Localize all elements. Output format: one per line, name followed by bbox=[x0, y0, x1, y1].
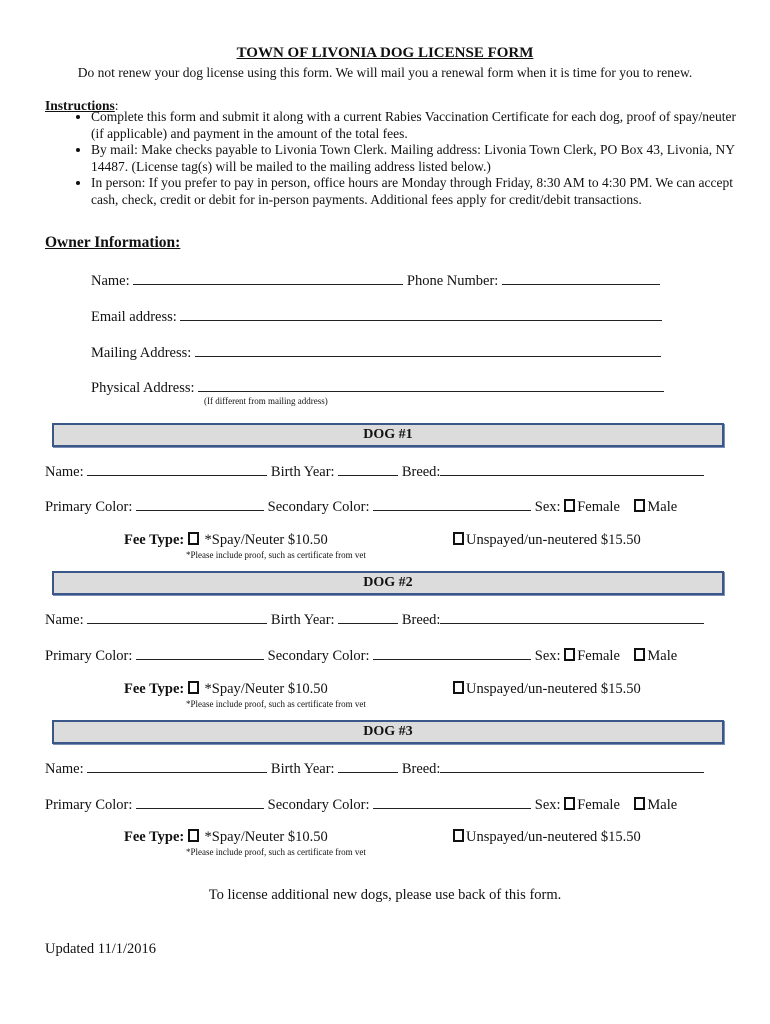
dog-3-female-checkbox[interactable] bbox=[564, 797, 575, 810]
dog-2-primary-color-label: Primary Color: bbox=[45, 648, 133, 664]
dog-1-spay-neuter-checkbox[interactable] bbox=[188, 532, 199, 545]
owner-name-field[interactable] bbox=[133, 270, 403, 285]
dog-1-unspayed-row bbox=[453, 532, 641, 549]
owner-name-row bbox=[91, 270, 660, 290]
owner-physical-row bbox=[91, 377, 664, 397]
dog-3-birth-year-label: Birth Year: bbox=[270, 761, 335, 777]
dog-3-female-label: Female bbox=[577, 797, 620, 813]
dog-3-name-field[interactable] bbox=[87, 758, 267, 773]
dog-3-male-label: Male bbox=[647, 797, 678, 813]
dog-2-female-label: Female bbox=[577, 648, 620, 664]
dog-3-sex-label: Sex: bbox=[534, 797, 561, 813]
dog-2-unspayed-checkbox[interactable] bbox=[453, 681, 464, 694]
dog-2-unspayed-option: Unspayed/un-neutered $15.50 bbox=[466, 681, 641, 697]
dog-3-spay-neuter-checkbox[interactable] bbox=[188, 829, 199, 842]
dog-1-heading: DOG #1 bbox=[52, 423, 724, 447]
dog-3-name-row bbox=[45, 758, 704, 778]
dog-2-breed-label: Breed: bbox=[401, 612, 441, 628]
owner-email-label: Email address: bbox=[91, 309, 177, 325]
dog-2-secondary-color-label: Secondary Color: bbox=[267, 648, 370, 664]
dog-1-fee-type-label: Fee Type: bbox=[124, 532, 185, 548]
dog-3-breed-field[interactable] bbox=[440, 758, 704, 773]
dog-1-secondary-color-field[interactable] bbox=[373, 496, 531, 511]
dog-2-female-checkbox[interactable] bbox=[564, 648, 575, 661]
dog-1-fee-row bbox=[124, 532, 328, 549]
dog-2-secondary-color-field[interactable] bbox=[373, 645, 531, 660]
owner-email-row bbox=[91, 306, 662, 326]
dog-2-sex-label: Sex: bbox=[534, 648, 561, 664]
owner-physical-label: Physical Address: bbox=[91, 380, 195, 396]
dog-3-male-checkbox[interactable] bbox=[634, 797, 645, 810]
dog-3-unspayed-checkbox[interactable] bbox=[453, 829, 464, 842]
dog-1-name-row bbox=[45, 461, 704, 481]
owner-information-heading: Owner Information: bbox=[45, 234, 181, 251]
dog-2-primary-color-field[interactable] bbox=[136, 645, 264, 660]
dog-1-secondary-color-label: Secondary Color: bbox=[267, 499, 370, 515]
dog-1-unspayed-checkbox[interactable] bbox=[453, 532, 464, 545]
dog-1-birth-year-label: Birth Year: bbox=[270, 464, 335, 480]
owner-mailing-label: Mailing Address: bbox=[91, 345, 192, 361]
dog-3-spay-neuter-option: *Spay/Neuter $10.50 bbox=[204, 829, 328, 845]
dog-3-birth-year-field[interactable] bbox=[338, 758, 398, 773]
dog-2-fee-type-label: Fee Type: bbox=[124, 681, 185, 697]
dog-1-breed-field[interactable] bbox=[440, 461, 704, 476]
dog-1-birth-year-field[interactable] bbox=[338, 461, 398, 476]
dog-2-male-checkbox[interactable] bbox=[634, 648, 645, 661]
dog-3-unspayed-row bbox=[453, 829, 641, 846]
form-title: TOWN OF LIVONIA DOG LICENSE FORM bbox=[236, 45, 534, 61]
dog-1-primary-color-field[interactable] bbox=[136, 496, 264, 511]
owner-phone-field[interactable] bbox=[502, 270, 660, 285]
dog-3-primary-color-field[interactable] bbox=[136, 794, 264, 809]
owner-mailing-field[interactable] bbox=[195, 342, 661, 357]
dog-1-female-checkbox[interactable] bbox=[564, 499, 575, 512]
dog-2-spay-neuter-option: *Spay/Neuter $10.50 bbox=[204, 681, 328, 697]
dog-1-color-row bbox=[45, 496, 677, 516]
owner-mailing-row bbox=[91, 342, 661, 362]
instruction-item: • Complete this form and submit it along with a current Rabies Vaccination Certificate for each dog, proof of spay/neuter (if applicable) and payment in the amount of the total fees. bbox=[91, 109, 751, 142]
instruction-item: • By mail: Make checks payable to Livonia Town Clerk. Mailing address: Livonia Town Clerk, PO Box 43, Livonia, NY 14487. (License tag(s) will be mailed to the mailing address listed below.) bbox=[91, 142, 751, 175]
dog-1-name-field[interactable] bbox=[87, 461, 267, 476]
dog-1-unspayed-option: Unspayed/un-neutered $15.50 bbox=[466, 532, 641, 548]
dog-3-secondary-color-label: Secondary Color: bbox=[267, 797, 370, 813]
owner-name-label: Name: bbox=[91, 273, 130, 289]
dog-1-sex-label: Sex: bbox=[534, 499, 561, 515]
additional-dogs-note: To license additional new dogs, please use back of this form. bbox=[208, 887, 562, 903]
dog-2-name-field[interactable] bbox=[87, 609, 267, 624]
dog-2-name-row bbox=[45, 609, 704, 629]
dog-1-spay-neuter-option: *Spay/Neuter $10.50 bbox=[204, 532, 328, 548]
instructions-list bbox=[45, 109, 751, 208]
dog-3-secondary-color-field[interactable] bbox=[373, 794, 531, 809]
physical-address-note: (If different from mailing address) bbox=[204, 396, 328, 406]
dog-2-breed-field[interactable] bbox=[440, 609, 704, 624]
dog-2-name-label: Name: bbox=[45, 612, 84, 628]
dog-3-unspayed-option: Unspayed/un-neutered $15.50 bbox=[466, 829, 641, 845]
dog-1-primary-color-label: Primary Color: bbox=[45, 499, 133, 515]
dog-2-heading: DOG #2 bbox=[52, 571, 724, 595]
dog-2-color-row bbox=[45, 645, 677, 665]
dog-2-birth-year-field[interactable] bbox=[338, 609, 398, 624]
dog-1-proof-note: *Please include proof, such as certificate from vet bbox=[186, 550, 366, 560]
dog-3-heading: DOG #3 bbox=[52, 720, 724, 744]
dog-2-male-label: Male bbox=[647, 648, 678, 664]
dog-1-male-checkbox[interactable] bbox=[634, 499, 645, 512]
owner-email-field[interactable] bbox=[180, 306, 662, 321]
instruction-item: • In person: If you prefer to pay in person, office hours are Monday through Friday, 8:30 AM to 4:30 PM. We can accept cash, check, credit or debit for in-person payments. Additional fees apply for credit/debit transactions. bbox=[91, 175, 751, 208]
dog-3-primary-color-label: Primary Color: bbox=[45, 797, 133, 813]
instructions-heading-colon: : bbox=[114, 98, 119, 113]
dog-3-color-row bbox=[45, 794, 677, 814]
dog-3-fee-row bbox=[124, 829, 328, 846]
dog-3-breed-label: Breed: bbox=[401, 761, 441, 777]
dog-2-spay-neuter-checkbox[interactable] bbox=[188, 681, 199, 694]
owner-phone-label: Phone Number: bbox=[406, 273, 499, 289]
dog-1-female-label: Female bbox=[577, 499, 620, 515]
renewal-notice: Do not renew your dog license using this form. We will mail you a renewal form when it is time for you to renew. bbox=[77, 65, 693, 80]
dog-2-birth-year-label: Birth Year: bbox=[270, 612, 335, 628]
dog-2-unspayed-row bbox=[453, 681, 641, 698]
dog-2-fee-row bbox=[124, 681, 328, 698]
updated-date: Updated 11/1/2016 bbox=[45, 941, 157, 957]
instructions-heading-label: Instructions bbox=[45, 98, 115, 113]
dog-3-proof-note: *Please include proof, such as certificate from vet bbox=[186, 847, 366, 857]
dog-1-breed-label: Breed: bbox=[401, 464, 441, 480]
dog-1-name-label: Name: bbox=[45, 464, 84, 480]
owner-physical-field[interactable] bbox=[198, 377, 664, 392]
dog-3-fee-type-label: Fee Type: bbox=[124, 829, 185, 845]
dog-1-male-label: Male bbox=[647, 499, 678, 515]
dog-3-name-label: Name: bbox=[45, 761, 84, 777]
dog-2-proof-note: *Please include proof, such as certificate from vet bbox=[186, 699, 366, 709]
